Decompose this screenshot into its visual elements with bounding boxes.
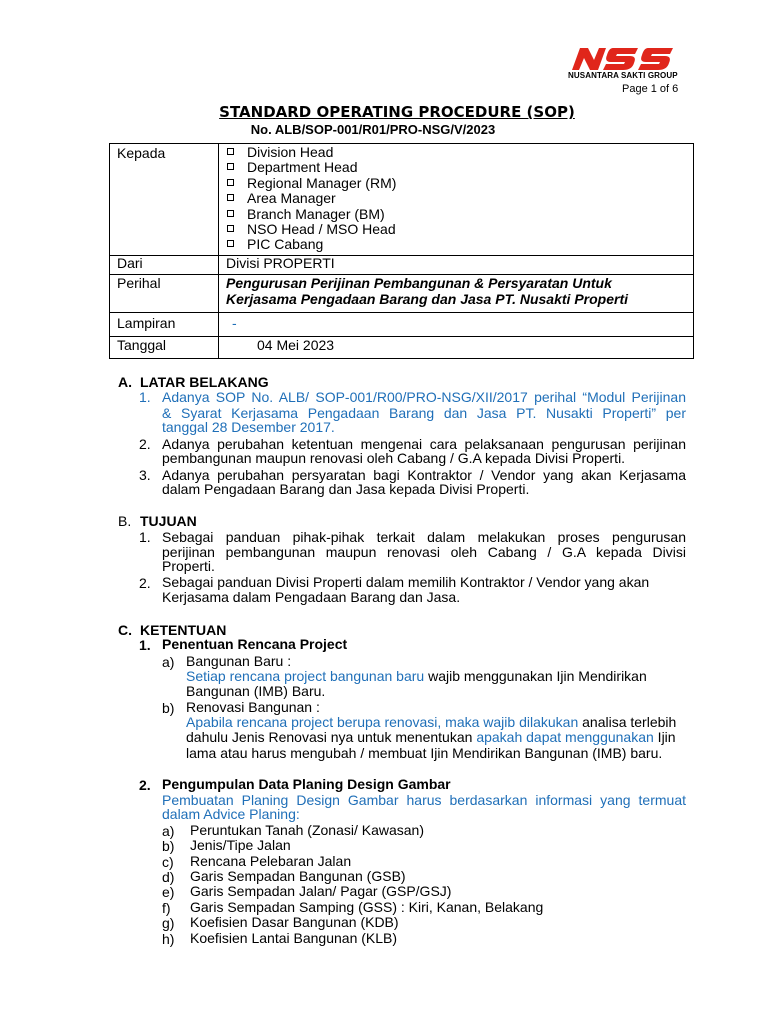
list-letter: a) bbox=[162, 823, 175, 839]
recipient-item: PIC Cabang bbox=[226, 237, 323, 252]
memo-header-table bbox=[109, 143, 694, 359]
list-item-title: Bangunan Baru : bbox=[186, 653, 292, 669]
list-letter: g) bbox=[162, 915, 175, 931]
list-letter: f) bbox=[162, 900, 171, 916]
list-item-title: Renovasi Bangunan : bbox=[186, 699, 320, 715]
subsection-title: Pengumpulan Data Planing Design Gambar bbox=[162, 776, 451, 792]
list-number: 3. bbox=[139, 467, 151, 483]
paragraph-line: Setiap rencana project bangunan baru wajib menggunakan Ijin Mendirikan bbox=[186, 668, 647, 684]
paragraph-line: pembangunan maupun renovasi oleh Cabang / G.A kepada Divisi Properti. bbox=[162, 450, 626, 466]
page-indicator: Page 1 of 6 bbox=[622, 83, 679, 95]
list-letter: b) bbox=[162, 838, 175, 854]
table-row-dari bbox=[110, 255, 693, 256]
checkbox-icon bbox=[227, 210, 234, 217]
list-item: Garis Sempadan Bangunan (GSB) bbox=[190, 868, 406, 884]
lampiran-label: Lampiran bbox=[117, 315, 176, 331]
list-letter: a) bbox=[162, 654, 175, 670]
table-row-kepada bbox=[110, 144, 693, 255]
paragraph-line: & Syarat Kerjasama Pengadaan Barang dan Jasa PT. Nusakti Properti” per bbox=[162, 405, 686, 421]
document-title: STANDARD OPERATING PROCEDURE (SOP) bbox=[219, 103, 575, 121]
paragraph-line: Adanya SOP No. ALB/ SOP-001/R00/PRO-NSG/XII/2017 perihal “Modul Perijinan bbox=[162, 389, 686, 405]
paragraph-line: Kerjasama dalam Pengadaan Barang dan Jasa. bbox=[162, 589, 461, 605]
document-number: No. ALB/SOP-001/R01/PRO-NSG/V/2023 bbox=[250, 122, 496, 137]
perihal-line-1: Pengurusan Perijinan Pembangunan & Persyaratan Untuk bbox=[226, 275, 612, 291]
list-item: Garis Sempadan Jalan/ Pagar (GSP/GSJ) bbox=[190, 883, 452, 899]
paragraph-line: Adanya perubahan ketentuan mengenai cara pelaksanaan pengurusan perijinan bbox=[162, 436, 686, 452]
recipient-item: Regional Manager (RM) bbox=[226, 176, 396, 191]
paragraph-line: tanggal 28 Desember 2017. bbox=[162, 419, 335, 435]
paragraph-line: Pembuatan Planing Design Gambar harus berdasarkan informasi yang termuat bbox=[162, 792, 686, 808]
recipient-item: Area Manager bbox=[226, 191, 336, 206]
list-letter: b) bbox=[162, 700, 175, 716]
paragraph-line: dahulu Jenis Renovasi nya untuk menentukan apakah dapat menggunakan Ijin bbox=[186, 729, 676, 745]
paragraph-line: Bangunan (IMB) Baru. bbox=[186, 683, 326, 699]
recipient-item: Department Head bbox=[226, 160, 358, 175]
lampiran-value: - bbox=[232, 315, 237, 331]
tanggal-label: Tanggal bbox=[117, 337, 167, 353]
list-number: 2. bbox=[139, 436, 151, 452]
list-number: 1. bbox=[139, 529, 151, 545]
list-item: Peruntukan Tanah (Zonasi/ Kawasan) bbox=[190, 822, 424, 838]
recipient-item: Branch Manager (BM) bbox=[226, 207, 385, 222]
list-number: 2. bbox=[139, 575, 151, 591]
list-item: Koefisien Dasar Bangunan (KDB) bbox=[190, 914, 399, 930]
paragraph-line: Sebagai panduan pihak-pihak terkait dalam melakukan proses pengurusan bbox=[162, 529, 686, 545]
checkbox-icon bbox=[227, 240, 234, 247]
list-item: Jenis/Tipe Jalan bbox=[190, 837, 291, 853]
subsection-number: 2. bbox=[139, 777, 151, 793]
tanggal-value: 04 Mei 2023 bbox=[257, 337, 335, 353]
logo-tagline: NUSANTARA SAKTI GROUP bbox=[568, 71, 678, 80]
dari-label: Dari bbox=[117, 255, 143, 271]
paragraph-line: lama atau harus mengubah / membuat Ijin Mendirikan Bangunan (IMB) baru. bbox=[186, 745, 663, 761]
kepada-label: Kepada bbox=[117, 145, 166, 161]
subsection-number: 1. bbox=[139, 637, 151, 653]
perihal-line-2: Kerjasama Pengadaan Barang dan Jasa PT. Nusakti Properti bbox=[226, 291, 629, 307]
paragraph-line: Sebagai panduan Divisi Properti dalam memilih Kontraktor / Vendor yang akan bbox=[162, 574, 650, 590]
section-a-heading: A. LATAR BELAKANG bbox=[118, 374, 269, 390]
paragraph-line: Apabila rencana project berupa renovasi, maka wajib dilakukan analisa terlebih bbox=[186, 714, 677, 730]
paragraph-line: dalam Pengadaan Barang dan Jasa kepada Divisi Properti. bbox=[162, 481, 530, 497]
paragraph-line: Properti. bbox=[162, 558, 215, 574]
list-letter: c) bbox=[162, 854, 174, 870]
table-row-lampiran bbox=[110, 312, 693, 313]
paragraph-line: dalam Advice Planing: bbox=[162, 806, 300, 822]
checkbox-icon bbox=[227, 179, 234, 186]
checkbox-icon bbox=[227, 225, 234, 232]
checkbox-icon bbox=[227, 194, 234, 201]
list-item: Koefisien Lantai Bangunan (KLB) bbox=[190, 930, 398, 946]
list-letter: h) bbox=[162, 931, 175, 947]
perihal-label: Perihal bbox=[117, 275, 161, 291]
paragraph-line: Adanya perubahan persyaratan bagi Kontraktor / Vendor yang akan Kerjasama bbox=[162, 467, 686, 483]
checkbox-icon bbox=[227, 148, 234, 155]
dari-value: Divisi PROPERTI bbox=[226, 255, 335, 271]
list-item: Rencana Pelebaran Jalan bbox=[190, 853, 352, 869]
subsection-title: Penentuan Rencana Project bbox=[162, 636, 348, 652]
paragraph-line: perijinan pembangunan maupun renovasi oleh Cabang / G.A kepada Divisi bbox=[162, 544, 686, 560]
checkbox-icon bbox=[227, 163, 234, 170]
section-c-heading: C. KETENTUAN bbox=[118, 622, 227, 638]
section-b-heading: B. TUJUAN bbox=[118, 513, 197, 529]
recipient-item: Division Head bbox=[226, 145, 333, 160]
list-number: 1. bbox=[139, 389, 151, 405]
table-row-tanggal bbox=[110, 336, 693, 337]
list-letter: d) bbox=[162, 869, 175, 885]
list-item: Garis Sempadan Samping (GSS) : Kiri, Kanan, Belakang bbox=[190, 899, 544, 915]
recipient-item: NSO Head / MSO Head bbox=[226, 222, 396, 237]
list-letter: e) bbox=[162, 884, 175, 900]
